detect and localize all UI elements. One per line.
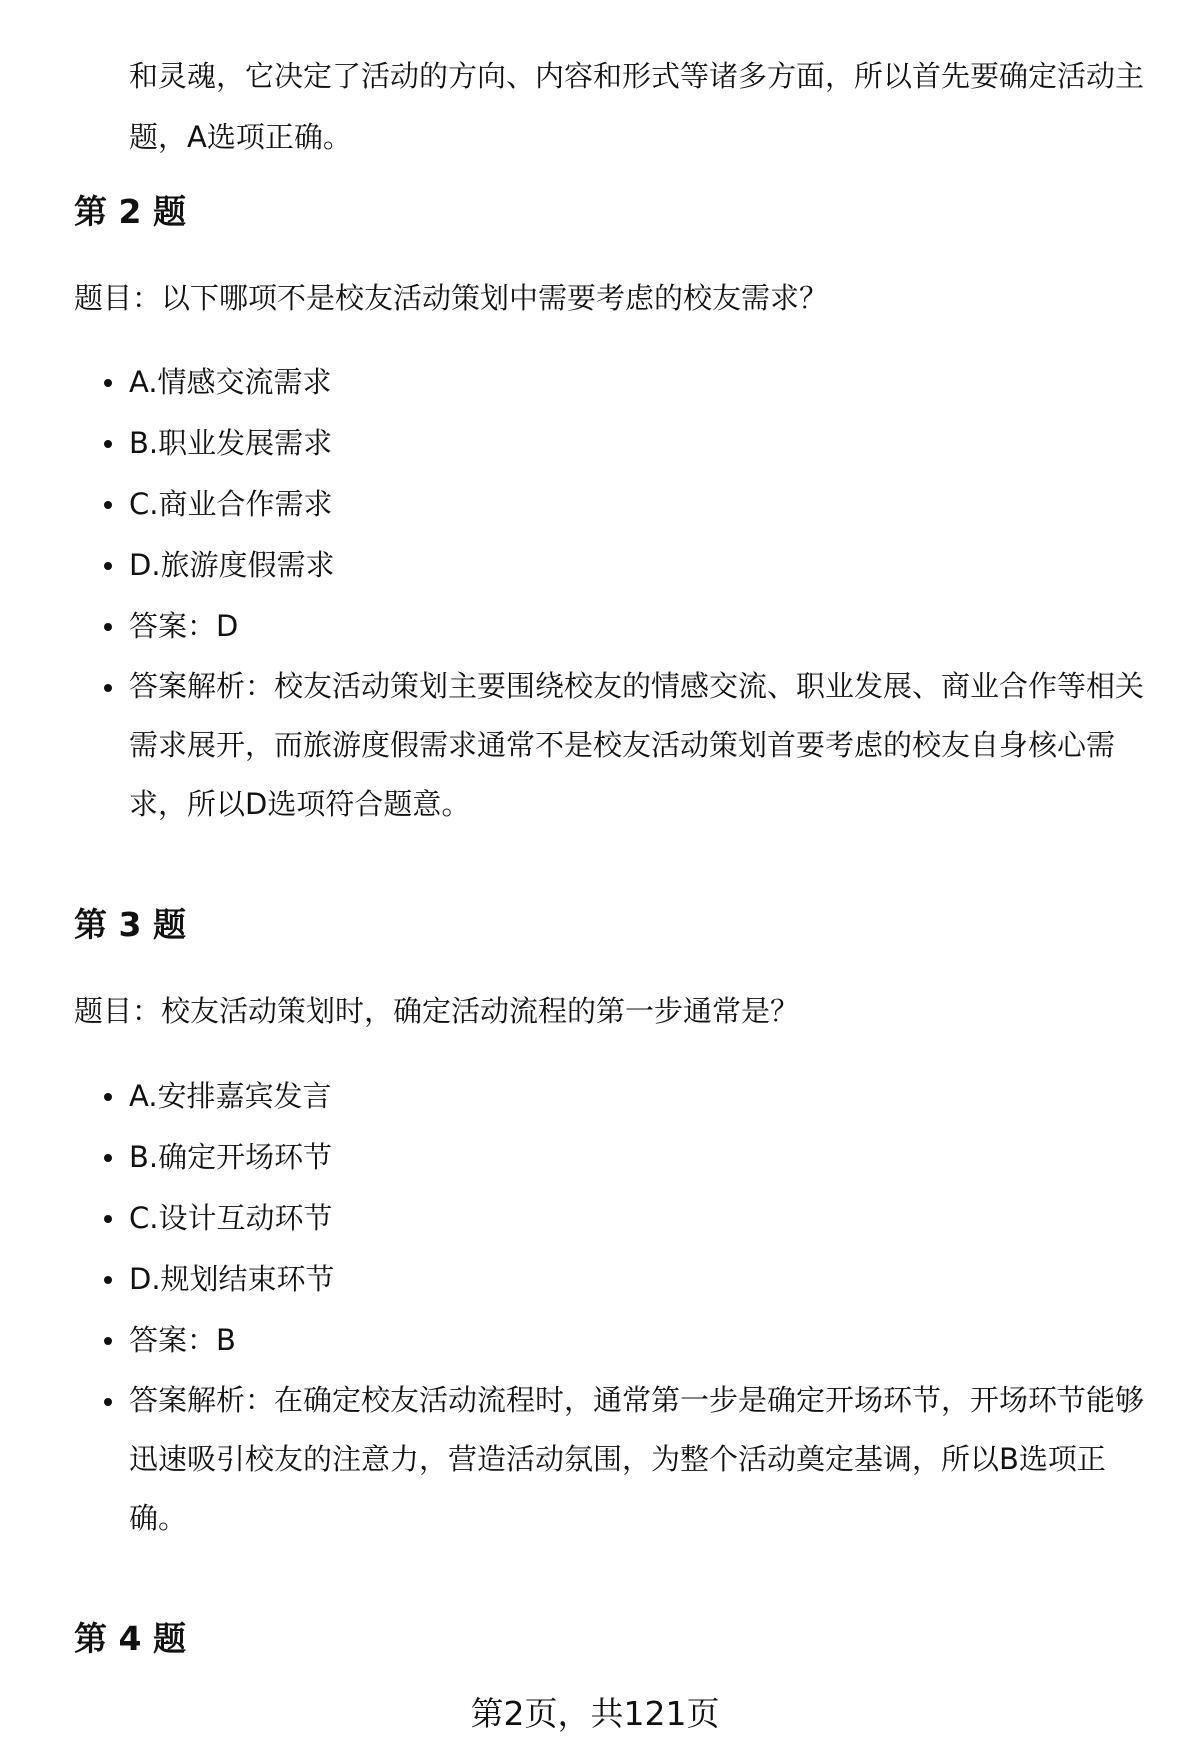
option-c: C.设计互动环节 <box>0 1188 1190 1249</box>
option-a: A.安排嘉宾发言 <box>0 1066 1190 1127</box>
option-c: C.商业合作需求 <box>0 474 1190 535</box>
answer: 答案：B <box>0 1310 1190 1371</box>
question-3-options <box>0 1066 1190 1548</box>
question-3-prompt: 题目：校友活动策划时，确定活动流程的第一步通常是？ <box>74 994 800 1028</box>
bullet-icon <box>104 379 112 387</box>
question-2-heading: 第 2 题 <box>74 192 186 231</box>
option-a: A.情感交流需求 <box>0 352 1190 413</box>
answer-explanation: 答案解析：在确定校友活动流程时，通常第一步是确定开场环节，开场环节能够迅速吸引校友的注意力，营造活动氛围，为整个活动奠定基调，所以B选项正确。 <box>0 1371 1190 1548</box>
bullet-icon <box>104 440 112 448</box>
bullet-icon <box>104 1093 112 1101</box>
option-d: D.旅游度假需求 <box>0 535 1190 596</box>
question-2-options <box>0 352 1190 834</box>
bullet-icon <box>104 1337 112 1345</box>
option-b: B.职业发展需求 <box>0 413 1190 474</box>
bullet-icon <box>104 501 112 509</box>
bullet-icon <box>104 1276 112 1284</box>
bullet-icon <box>104 1398 112 1406</box>
bullet-icon <box>104 1215 112 1223</box>
option-d: D.规划结束环节 <box>0 1249 1190 1310</box>
question-2-prompt: 题目：以下哪项不是校友活动策划中需要考虑的校友需求？ <box>74 281 829 315</box>
bullet-icon <box>104 623 112 631</box>
bullet-icon <box>104 684 112 692</box>
question-3-heading: 第 3 题 <box>74 905 186 944</box>
answer-explanation: 答案解析：校友活动策划主要围绕校友的情感交流、职业发展、商业合作等相关需求展开，而旅游度假需求通常不是校友活动策划首要考虑的校友自身核心需求，所以D选项符合题意。 <box>0 657 1190 834</box>
question-4-heading: 第 4 题 <box>74 1619 186 1658</box>
bullet-icon <box>104 562 112 570</box>
answer: 答案：D <box>0 596 1190 657</box>
continued-explanation: 和灵魂，它决定了活动的方向、内容和形式等诸多方面，所以首先要确定活动主题，A选项正确。 <box>129 59 1145 154</box>
bullet-icon <box>104 1154 112 1162</box>
option-b: B.确定开场环节 <box>0 1127 1190 1188</box>
page-number: 第2页，共121页 <box>470 1694 720 1733</box>
